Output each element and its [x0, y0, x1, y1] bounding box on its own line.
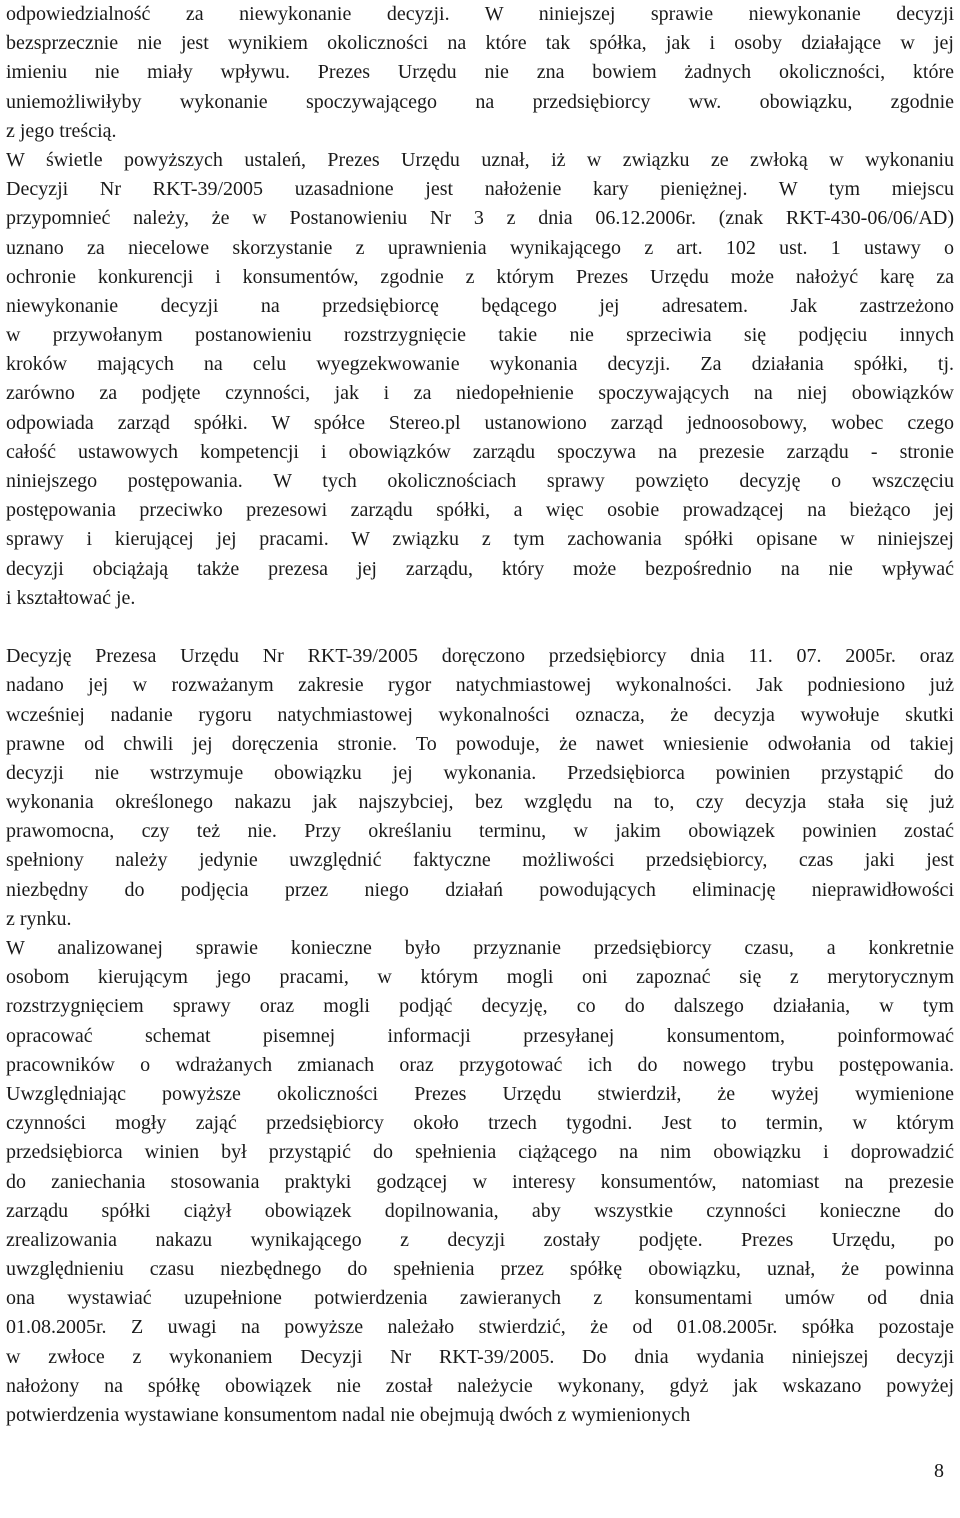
- text-line: i kształtować je.: [6, 586, 136, 609]
- text-line: przypomnieć należy, że w Postanowieniu Nr 3 z dnia 06.12.2006r. (znak RKT-430-06/06/AD): [6, 207, 954, 230]
- text-line: wcześniej nadanie rygoru natychmiastowej wykonalności oznacza, że decyzja wywołuje skutki: [6, 703, 954, 726]
- text-line: bezsprzecznie nie jest wynikiem okoliczności na które tak spółka, jak i osoby działające w jej: [6, 32, 954, 55]
- text-line: 01.08.2005r. Z uwagi na powyższe należało stwierdzić, że od 01.08.2005r. spółka pozostaje: [6, 1316, 954, 1339]
- text-line: zarówno za podjęte czynności, jak i za niedopełnienie spoczywających na niej obowiązków: [6, 382, 954, 405]
- text-line: pracowników o wdrażanych zmianach oraz przygotować ich do nowego trybu postępowania.: [6, 1053, 954, 1076]
- text-line: z jego treścią.: [6, 119, 117, 142]
- text-line: niezbędny do podjęcia przez niego działań powodujących eliminację nieprawidłowości: [6, 878, 954, 901]
- text-line: niewykonanie decyzji na przedsiębiorcę będącego jej adresatem. Jak zastrzeżono: [6, 294, 954, 317]
- text-line: do zaniechania stosowania praktyki godzącej w interesy konsumentów, natomiast na prezesie: [6, 1170, 954, 1193]
- text-line: prawne od chwili jej doręczenia stronie. To powoduje, że nawet wniesienie odwołania od takiej: [6, 732, 954, 755]
- text-line: postępowania przeciwko prezesowi zarządu spółki, a więc osobie prowadzącej na bieżąco jej: [6, 499, 954, 522]
- text-line: nałożony na spółkę obowiązek nie został należycie wykonany, gdyż jak wskazano powyżej: [6, 1374, 954, 1397]
- text-line: sprawy i kierującej jej pracami. W związku z tym zachowania spółki opisane w niniejszej: [6, 528, 954, 551]
- text-line: spełniony należy jedynie uwzględnić faktyczne możliwości przedsiębiorcy, czas jaki jest: [6, 849, 954, 872]
- text-line: osobom kierującym jego pracami, w którym mogli oni zapoznać się z merytorycznym: [6, 966, 954, 989]
- text-line: uznano za niecelowe skorzystanie z uprawnienia wynikającego z art. 102 ust. 1 ustawy o: [6, 236, 954, 259]
- text-line: Decyzję Prezesa Urzędu Nr RKT-39/2005 doręczono przedsiębiorcy dnia 11. 07. 2005r. oraz: [6, 645, 954, 668]
- text-line: w zwłoce z wykonaniem Decyzji Nr RKT-39/2005. Do dnia wydania niniejszej decyzji: [6, 1345, 954, 1368]
- text-line: odpowiada zarząd spółki. W spółce Stereo.pl ustanowiono zarząd jednoosobowy, wobec czego: [6, 411, 954, 434]
- paragraph-1: [6, 0, 954, 613]
- text-line: z rynku.: [6, 907, 72, 930]
- text-line: rozstrzygnięciem sprawy oraz mogli podjąć decyzję, co do dalszego działania, w tym: [6, 995, 954, 1018]
- text-line: ochronie konkurencji i konsumentów, zgodnie z którym Prezes Urzędu może nałożyć karę za: [6, 265, 954, 288]
- text-line: niniejszego postępowania. W tych okolicznościach sprawy powzięto decyzję o wszczęciu: [6, 470, 954, 492]
- text-line: całość ustawowych kompetencji i obowiązków zarządu spoczywa na prezesie zarządu - stronie: [6, 440, 954, 463]
- text-line: kroków mających na celu wyegzekwowanie wykonania decyzji. Za działania spółki, tj.: [6, 353, 954, 376]
- page-number: 8: [934, 1460, 944, 1482]
- text-line: nadano jej w rozważanym zakresie rygor natychmiastowej wykonalności. Jak podniesiono już: [6, 674, 954, 697]
- document-body: [6, 0, 954, 1430]
- text-line: przedsiębiorca winien był przystąpić do spełnienia ciążącego na nim obowiązku i doprowadzić: [6, 1141, 954, 1164]
- text-line: odpowiedzialność za niewykonanie decyzji. W niniejszej sprawie niewykonanie decyzji: [6, 3, 954, 25]
- text-line: decyzji nie wstrzymuje obowiązku jej wykonania. Przedsiębiorca powinien przystąpić do: [6, 761, 954, 784]
- text-line: imieniu nie miały wpływu. Prezes Urzędu nie zna bowiem żadnych okoliczności, które: [6, 61, 954, 84]
- text-line: w przywołanym postanowieniu rozstrzygnięcie takie nie sprzeciwia się podjęciu innych: [6, 324, 954, 347]
- text-line: czynności mogły zająć przedsiębiorcy około trzech tygodni. Jest to termin, w którym: [6, 1112, 954, 1135]
- text-line: uniemożliwiłyby wykonanie spoczywającego na przedsiębiorcy ww. obowiązku, zgodnie: [6, 90, 954, 113]
- text-line: Decyzji Nr RKT-39/2005 uzasadnione jest nałożenie kary pieniężnej. W tym miejscu: [6, 178, 954, 201]
- text-line: potwierdzenia wystawiane konsumentom nadal nie obejmują dwóch z wymienionych: [6, 1404, 691, 1426]
- text-line: prawomocna, czy też nie. Przy określaniu terminu, w jakim obowiązek powinien zostać: [6, 820, 954, 843]
- paragraph-2: [6, 642, 954, 1430]
- text-line: wykonania określonego nakazu jak najszybciej, bez względu na to, czy decyzja stała się już: [6, 791, 954, 814]
- text-line: decyzji obciążają także prezesa jej zarządu, który może bezpośrednio na nie wpływać: [6, 557, 954, 580]
- paragraph-gap: [6, 613, 954, 642]
- text-line: uwzględnieniu czasu niezbędnego do spełnienia przez spółkę obowiązku, uznał, że powinna: [6, 1258, 954, 1281]
- text-line: ona wystawiać uzupełnione potwierdzenia zawieranych z konsumentami umów od dnia: [6, 1287, 954, 1310]
- text-line: zrealizowania nakazu wynikającego z decyzji zostały podjęte. Prezes Urzędu, po: [6, 1228, 954, 1251]
- text-line: W analizowanej sprawie konieczne było przyznanie przedsiębiorcy czasu, a konkretnie: [6, 937, 954, 959]
- text-line: Uwzględniając powyższe okoliczności Prezes Urzędu stwierdził, że wyżej wymienione: [6, 1082, 954, 1105]
- text-line: W świetle powyższych ustaleń, Prezes Urzędu uznał, iż w związku ze zwłoką w wykonaniu: [6, 148, 954, 171]
- text-line: opracować schemat pisemnej informacji przesyłanej konsumentom, poinformować: [6, 1024, 954, 1047]
- text-line: zarządu spółki ciążył obowiązek dopilnowania, aby wszystkie czynności konieczne do: [6, 1199, 954, 1222]
